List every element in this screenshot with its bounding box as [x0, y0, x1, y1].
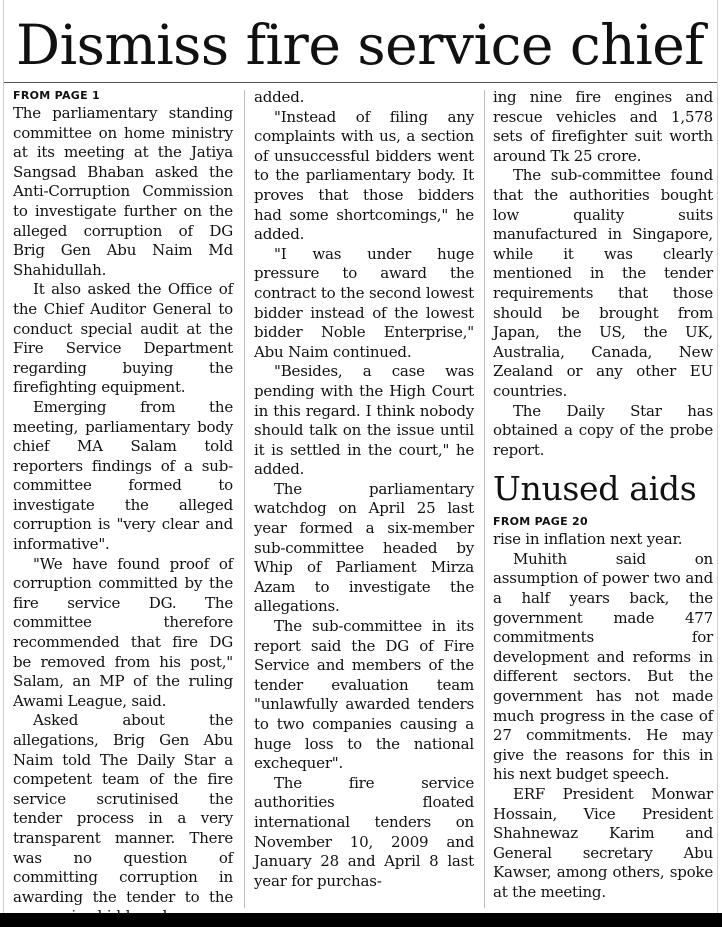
paragraph: The sub-committee in its report said the DG of Fire Service and members of the tender evaluation team "unlawfully awarded tenders to two companies causing a huge loss to the national exchequer".: [254, 617, 474, 773]
paragraph: added.: [254, 88, 305, 106]
newspaper-clipping: [3, 0, 718, 913]
paragraph: ing nine fire engines and rescue vehicles and 1,578 sets of firefighter suit worth around Tk 25 crore.: [493, 88, 713, 165]
story2-headline: Unused aids: [493, 469, 697, 509]
column-divider: [244, 90, 245, 908]
story1-kicker: FROM PAGE 1: [13, 89, 101, 102]
paragraph: The sub-committee found that the authorities bought low quality suits manufactured in Singapore, while it was clearly mentioned in the tender requirements that those should be brought from Japan, the US, the UK, Australia, Canada, New Zealand or any other EU countries.: [493, 166, 713, 400]
column-3: [493, 88, 713, 910]
paragraph: The parliamentary watchdog on April 25 last year formed a six-member sub-committee headed by Whip of Parliament Mirza Azam to investigate the allegations.: [254, 479, 474, 616]
column-1: [13, 88, 233, 910]
paragraph: Emerging from the meeting, parliamentary body chief MA Salam told reporters findings of a sub-committee formed to investigate the alleged corruption is "very clear and informative".: [13, 397, 233, 554]
paragraph: Muhith said on assumption of power two and a half years back, the government made 477 commitments for development and reforms in different sectors. But the government has not made much progress in the case of 27 commitments. He may give the reasons for this in his next budget speech.: [493, 549, 713, 784]
paragraph: "I was under huge pressure to award the contract to the second lowest bidder instead of the lowest bidder Noble Enterprise," Abu Naim continued.: [254, 244, 474, 361]
paragraph: It also asked the Office of the Chief Auditor General to conduct special audit at the Fire Service Department regarding buying the firefighting equipment.: [13, 280, 233, 397]
paragraph: ERF President Monwar Hossain, Vice President Shahnewaz Karim and General secretary Abu Kawser, among others, spoke at the meeting.: [493, 785, 713, 901]
paragraph: "We have found proof of corruption committed by the fire service DG. The committee therefore recommended that fire DG be removed from his post," Salam, an MP of the ruling Awami League, said.: [13, 554, 233, 710]
column-divider: [484, 90, 485, 908]
paragraph: "Instead of filing any complaints with us, a section of unsuccessful bidders went to the parliamentary body. It proves that those bidders had some shortcomings," he added.: [254, 107, 474, 244]
story2-kicker: FROM PAGE 20: [493, 515, 588, 529]
headline-rule: [4, 82, 717, 83]
bottom-edge: [0, 913, 722, 927]
paragraph: rise in inflation next year.: [493, 530, 683, 549]
paragraph: Asked about the allegations, Brig Gen Abu Naim told The Daily Star a competent team of the fire service scrutinised the tender process in a very transparent manner. There was no question of committing corruption in awarding the tender to the: [13, 711, 233, 906]
paragraph: The parliamentary standing committee on home ministry at its meeting at the Jatiya Sangsad Bhaban asked the Anti-Corruption Commission to investigate further on the alleged corruption of DG Brig Gen Abu Naim Md Shahidullah.: [13, 104, 233, 279]
paragraph: The fire service authorities floated international tenders on November 10, 2009 and January 28 and April 8 last year for purchas-: [254, 773, 474, 890]
headline: Dismiss fire service chief: [16, 13, 705, 77]
paragraph: The Daily Star has obtained a copy of the probe report.: [493, 401, 713, 459]
paragraph: "Besides, a case was pending with the High Court in this regard. I think nobody should talk on the issue until it is settled in the court," he added.: [254, 362, 474, 479]
column-2: [254, 88, 474, 910]
